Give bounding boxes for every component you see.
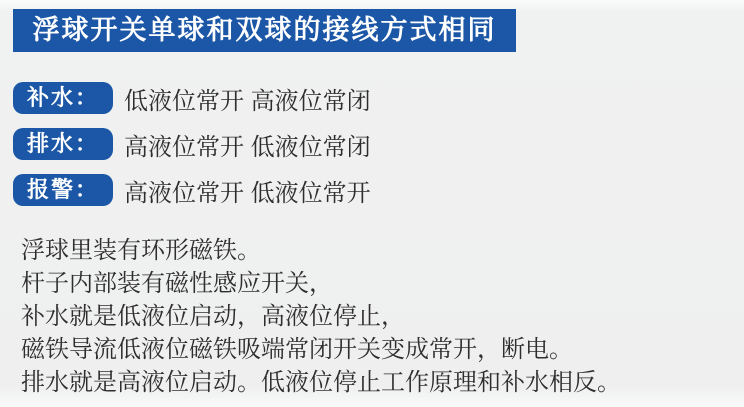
paragraph-line: 浮球里装有环形磁铁。	[21, 237, 261, 264]
rule-row-drainage	[13, 128, 371, 160]
rule-text-drainage: 高液位常开 低液位常闭	[124, 133, 371, 161]
explanation-paragraph	[21, 234, 621, 399]
rule-row-water-supply	[13, 82, 371, 114]
wiring-rules-list	[13, 82, 371, 220]
badge-alarm: 报警：	[13, 174, 113, 206]
paragraph-line: 磁铁导流低液位磁铁吸端常闭开关变成常开，断电。	[21, 336, 573, 363]
rule-text-alarm: 高液位常开 低液位常开	[124, 179, 371, 207]
paragraph-line: 排水就是高液位启动。低液位停止工作原理和补水相反。	[21, 369, 621, 396]
title-banner: 浮球开关单球和双球的接线方式相同	[13, 9, 516, 52]
badge-water-supply: 补水：	[13, 82, 113, 114]
badge-drainage: 排水：	[13, 128, 113, 160]
rule-row-alarm	[13, 174, 371, 206]
rule-text-water-supply: 低液位常开 高液位常闭	[124, 87, 371, 115]
paragraph-line: 杆子内部装有磁性感应开关，	[21, 270, 333, 297]
paragraph-line: 补水就是低液位启动，高液位停止，	[21, 303, 405, 330]
